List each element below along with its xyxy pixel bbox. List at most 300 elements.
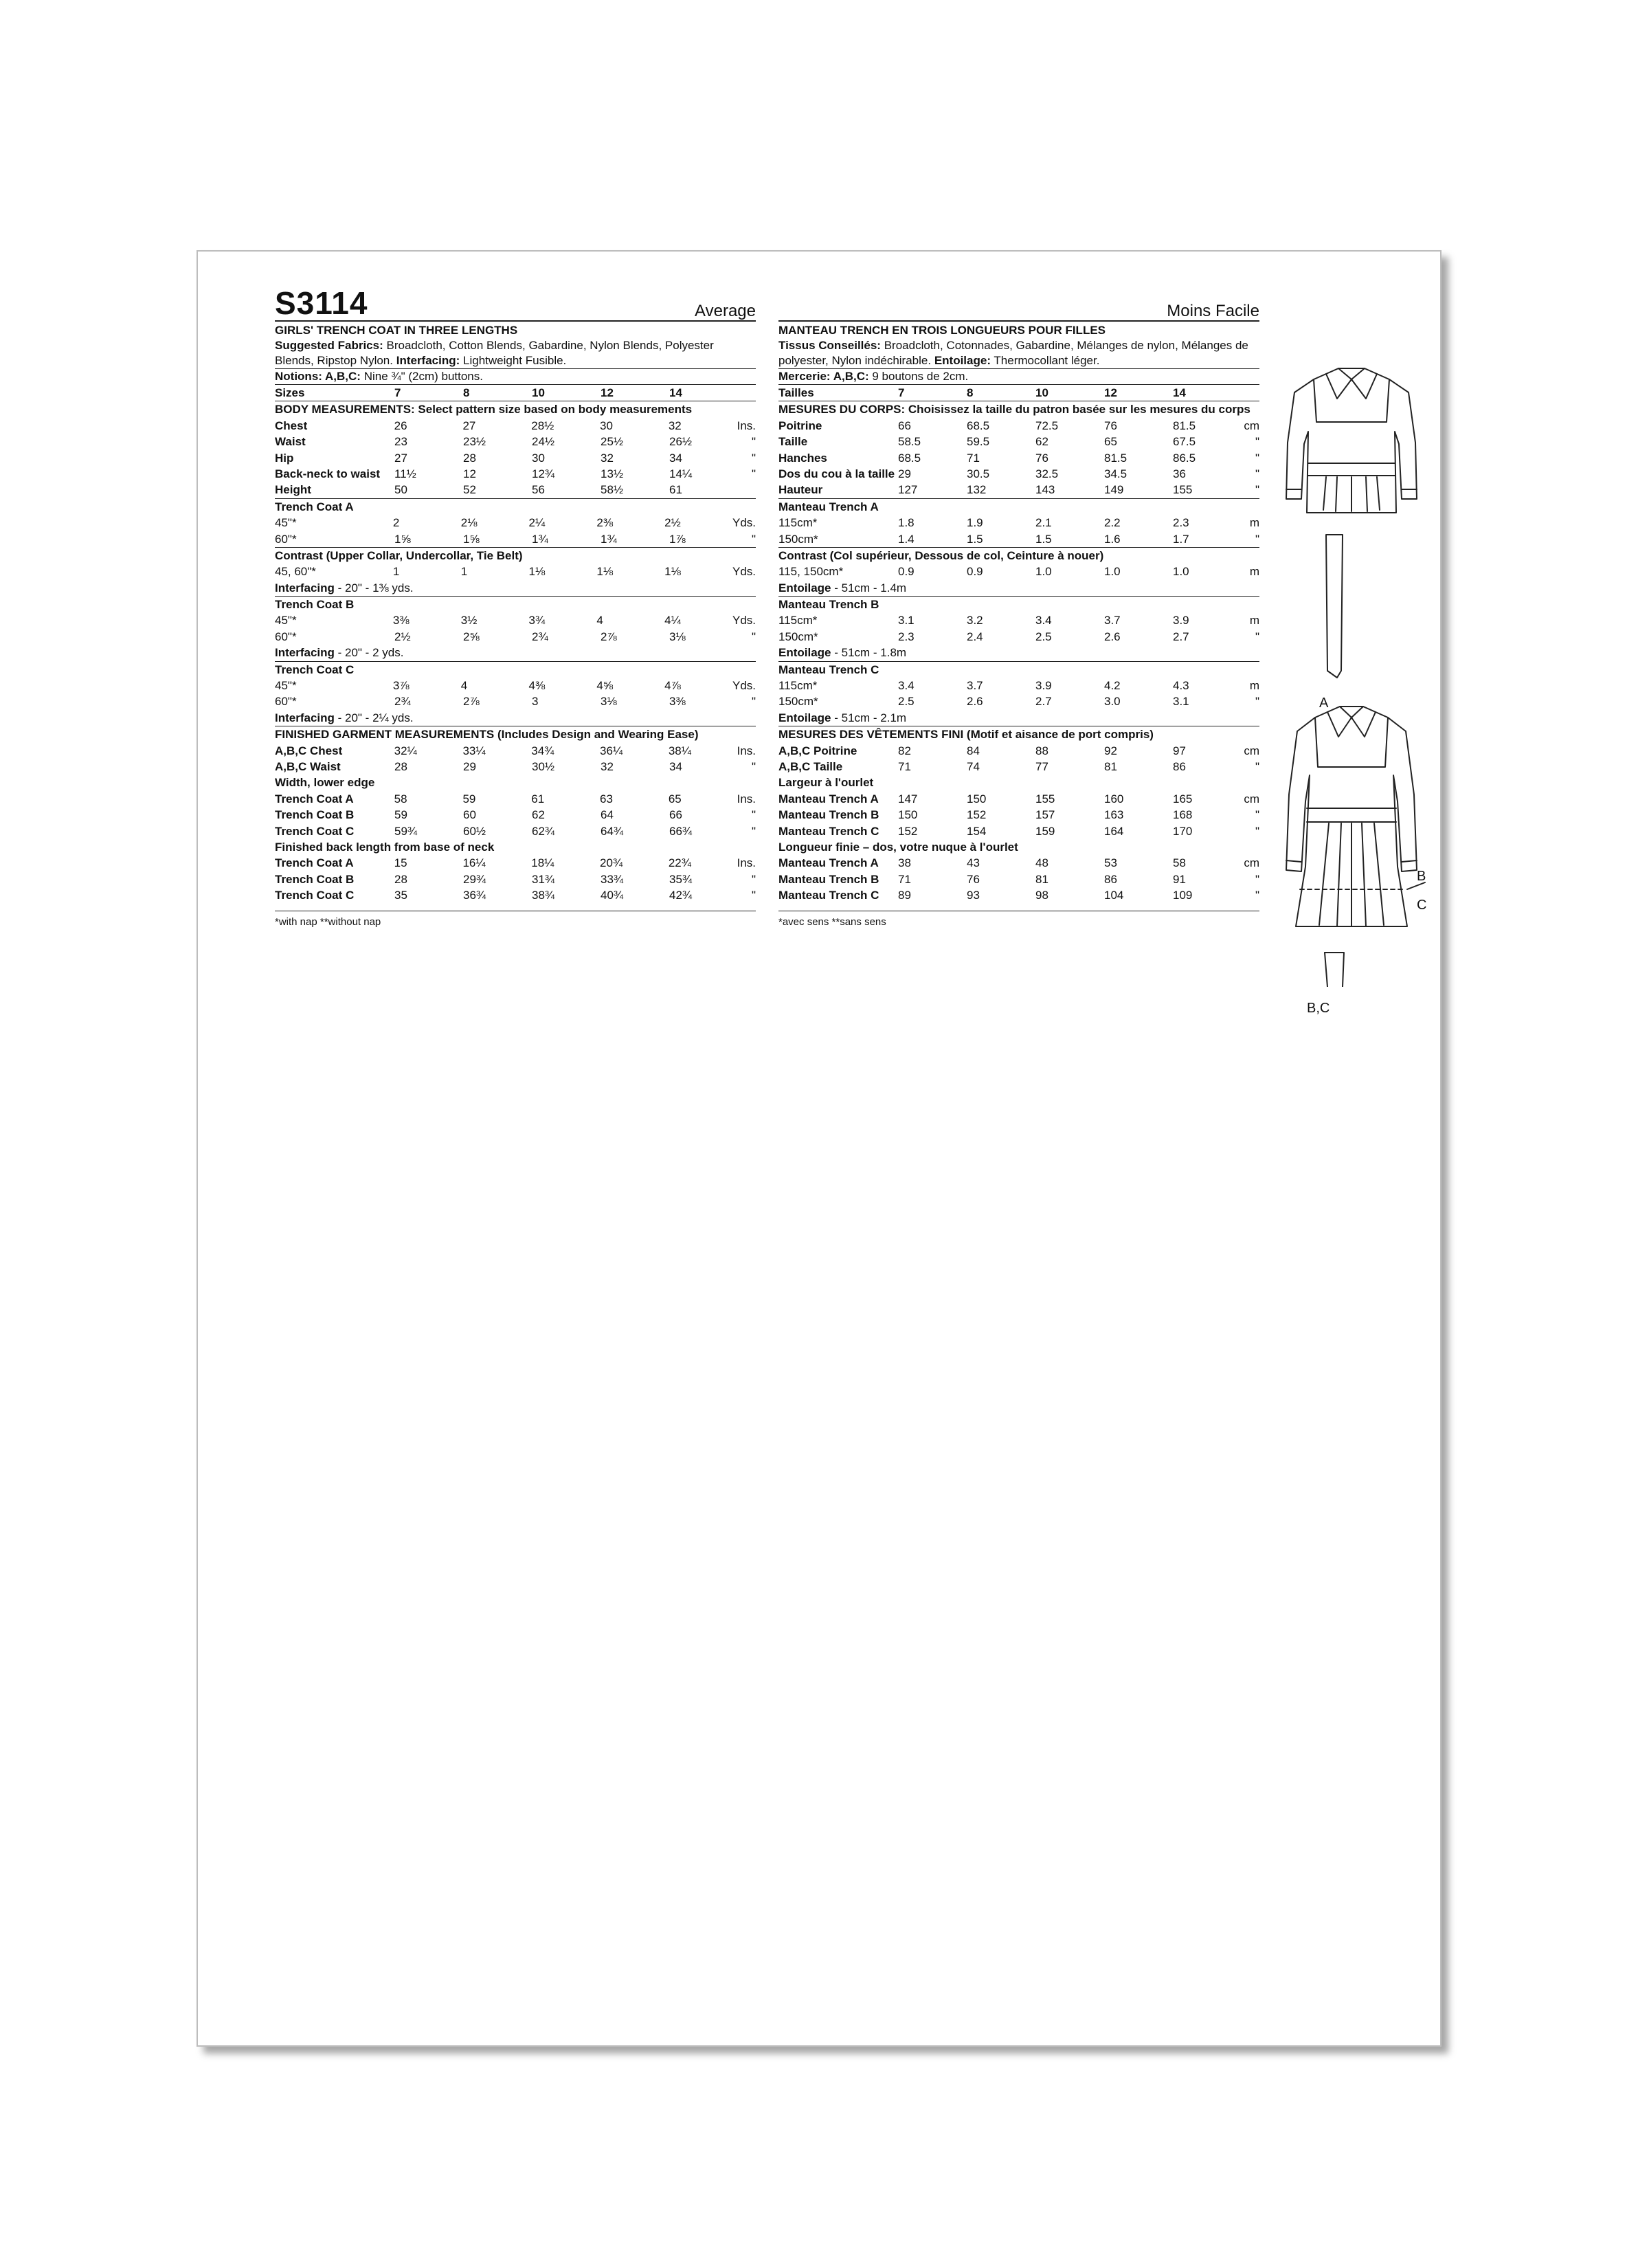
unit: ": [751, 451, 756, 465]
cell-value: 1⅞: [669, 532, 686, 546]
unit: Ins.: [737, 792, 756, 805]
unit: ": [751, 630, 756, 643]
length-row: [275, 855, 756, 871]
cell-value: 2.5: [1035, 630, 1052, 643]
unit: Yds.: [732, 614, 756, 627]
unit: ": [1255, 808, 1259, 822]
cell-value: 2.6: [967, 695, 983, 709]
row-label: 115cm*: [778, 614, 818, 627]
cell-value: 30½: [532, 759, 555, 773]
unit: [1242, 385, 1259, 401]
cell-value: 3.7: [967, 679, 983, 693]
fabrics-text: Broadcloth, Cotton Blends, Gabardine, Nylon Blends, Polyester Blends, Ripstop Nylon.: [275, 339, 714, 367]
cell-value: 82: [898, 744, 911, 757]
interfacing-text: Lightweight Fusible.: [463, 354, 567, 367]
yardage-view-header: Manteau Trench C: [778, 661, 1259, 678]
cell-value: 157: [1035, 808, 1055, 822]
cell-value: 2⅝: [463, 630, 480, 643]
cell-value: 81.5: [1104, 451, 1128, 465]
cell-value: 56: [532, 483, 545, 497]
cell-value: 58½: [601, 483, 624, 497]
fabrics-note: [778, 338, 1259, 368]
cell-value: 2.2: [1104, 516, 1121, 530]
cell-value: 3.2: [967, 614, 983, 627]
cell-value: 86: [1104, 872, 1117, 886]
cell-value: 43: [967, 856, 980, 870]
cell-value: 1.0: [1173, 565, 1189, 579]
row-label: Trench Coat C: [275, 889, 355, 902]
body-measurement-row: [778, 434, 1259, 449]
footnote: *avec sens **sans sens: [778, 911, 1259, 929]
interfacing-word: Interfacing: [275, 581, 335, 594]
cell-value: 132: [967, 483, 987, 497]
cell-value: 62: [1035, 435, 1048, 449]
cell-value: 32: [601, 451, 614, 465]
yardage-view-header: Manteau Trench A: [778, 498, 1259, 515]
unit: cm: [1244, 419, 1259, 432]
cell-value: 81: [1104, 759, 1117, 773]
cell-value: 104: [1104, 889, 1124, 902]
length-row: [778, 871, 1259, 887]
interfacing-row: [275, 645, 756, 660]
body-measurements-header: MESURES DU CORPS: Choisissez la taille du patron basée sur les mesures du corps: [778, 401, 1259, 417]
finished-measurement-row: [778, 743, 1259, 759]
cell-value: 81: [1035, 872, 1048, 886]
cell-value: 34: [669, 759, 682, 773]
row-label: Hip: [275, 451, 294, 465]
line-drawings: [1278, 355, 1429, 987]
yardage-view-header: Trench Coat B: [275, 596, 756, 612]
belt-bc-drawing: [1325, 953, 1344, 987]
unit: ": [1255, 451, 1259, 465]
yardage-view-header: Contrast (Upper Collar, Undercollar, Tie Belt): [275, 547, 756, 564]
interfacing-row: [778, 580, 1259, 596]
cell-value: 109: [1173, 889, 1193, 902]
interfacing-label: Interfacing:: [396, 354, 460, 367]
cell-value: 10: [532, 386, 545, 399]
width-row: [778, 823, 1259, 839]
cell-value: 48: [1035, 856, 1048, 870]
cell-value: 1⅛: [528, 565, 546, 579]
cell-value: 4¼: [664, 614, 681, 627]
cell-value: 32: [668, 419, 682, 432]
cell-value: 40¾: [601, 889, 624, 902]
cell-value: 36¾: [463, 889, 486, 902]
cell-value: 1: [392, 565, 400, 579]
cell-value: 61: [669, 483, 682, 497]
unit: Yds.: [732, 516, 756, 530]
cell-value: 3¾: [528, 614, 546, 627]
yardage-row: [275, 678, 756, 693]
cell-value: 38: [898, 856, 911, 870]
cell-value: 25½: [601, 435, 624, 449]
cell-value: 97: [1173, 744, 1186, 757]
unit: ": [751, 467, 756, 480]
cell-value: 27: [394, 451, 407, 465]
cell-value: 20¾: [600, 856, 623, 870]
cell-value: 98: [1035, 889, 1048, 902]
row-label: 115cm*: [778, 516, 818, 530]
cell-value: 71: [898, 872, 911, 886]
unit: cm: [1244, 744, 1259, 757]
yardage-view-header: Trench Coat A: [275, 498, 756, 515]
sizes-row: [275, 384, 756, 401]
row-label: Taille: [778, 435, 808, 449]
cell-value: 60½: [463, 824, 486, 838]
cell-value: 71: [898, 759, 911, 773]
row-label: Manteau Trench A: [778, 856, 879, 870]
pattern-title: GIRLS' TRENCH COAT IN THREE LENGTHS: [275, 320, 756, 338]
cell-value: 42¾: [669, 889, 693, 902]
cell-value: 84: [967, 744, 980, 757]
cell-value: 34¾: [531, 744, 554, 757]
notions-text: Nine ¾" (2cm) buttons.: [363, 370, 483, 383]
cell-value: 33¾: [601, 872, 624, 886]
row-label: A,B,C Poitrine: [778, 744, 857, 757]
cell-value: 155: [1173, 483, 1193, 497]
unit: ": [1255, 483, 1259, 497]
cell-value: 14: [669, 386, 682, 399]
cell-value: 32¼: [394, 744, 417, 757]
cell-value: 71: [967, 451, 980, 465]
difficulty-level: Average: [695, 302, 756, 320]
cell-value: 1.0: [1035, 565, 1052, 579]
cell-value: 72.5: [1035, 419, 1059, 432]
width-header: Largeur à l'ourlet: [778, 776, 874, 790]
cell-value: 28½: [531, 419, 554, 432]
cell-value: 58: [1173, 856, 1186, 870]
cell-value: 1⅛: [596, 565, 613, 579]
cell-value: 86.5: [1173, 451, 1196, 465]
cell-value: 2¼: [528, 516, 546, 530]
row-label: Poitrine: [778, 419, 822, 432]
cell-value: 33¼: [462, 744, 486, 757]
cell-value: 88: [1035, 744, 1048, 757]
width-row: [778, 791, 1259, 807]
cell-value: 3.9: [1173, 614, 1189, 627]
cell-value: 10: [1035, 386, 1048, 399]
row-label: Hanches: [778, 451, 827, 465]
cell-value: 93: [967, 889, 980, 902]
cell-value: 91: [1173, 872, 1186, 886]
yardage-row: [275, 693, 756, 709]
cell-value: 52: [463, 483, 476, 497]
cell-value: 58: [394, 792, 407, 805]
interfacing-row: [778, 645, 1259, 660]
row-label: Manteau Trench B: [778, 872, 879, 886]
cell-value: 31¾: [532, 872, 555, 886]
cell-value: 34: [669, 451, 682, 465]
interfacing-row: [275, 710, 756, 726]
interfacing-word: Interfacing: [275, 711, 335, 724]
cell-value: 4: [596, 614, 603, 627]
cell-value: 2.7: [1035, 695, 1052, 709]
cell-value: 2¾: [394, 695, 411, 709]
cell-value: 59¾: [394, 824, 418, 838]
cell-value: 14¼: [669, 467, 693, 480]
cell-value: 2.7: [1173, 630, 1189, 643]
cell-value: 143: [1035, 483, 1055, 497]
cell-value: 66: [898, 419, 911, 432]
cell-value: 160: [1104, 792, 1124, 805]
cell-value: 3⅛: [601, 695, 617, 709]
unit: m: [1249, 516, 1259, 530]
yardage-view-header: Manteau Trench B: [778, 596, 1259, 612]
cell-value: 61: [531, 792, 545, 805]
cell-value: 7: [394, 386, 401, 399]
cell-value: 3.1: [1173, 695, 1189, 709]
interfacing-word: Entoilage: [778, 711, 831, 724]
cell-value: 2.1: [1035, 516, 1052, 530]
fabrics-label: Tissus Conseillés:: [778, 339, 881, 352]
cell-value: 4⅞: [664, 679, 681, 693]
cell-value: 1.5: [1035, 532, 1052, 546]
cell-value: 29¾: [463, 872, 486, 886]
yardage-row: [275, 564, 756, 579]
cell-value: 18¼: [531, 856, 554, 870]
cell-value: 29: [898, 467, 911, 480]
width-header: Width, lower edge: [275, 776, 375, 790]
header: [778, 286, 1259, 320]
width-row: [778, 807, 1259, 823]
row-label: A,B,C Chest: [275, 744, 343, 757]
cell-value: 26½: [669, 435, 693, 449]
yardage-row: [778, 693, 1259, 709]
cell-value: 2.5: [898, 695, 915, 709]
unit: ": [1255, 759, 1259, 773]
cell-value: 59.5: [967, 435, 990, 449]
measurement-table: [275, 384, 756, 904]
notions-note: [275, 368, 756, 384]
fabrics-note: [275, 338, 756, 368]
cell-value: 29: [463, 759, 476, 773]
cell-value: 15: [394, 856, 407, 870]
cell-value: 159: [1035, 824, 1055, 838]
yardage-row: [275, 629, 756, 645]
unit: ": [1255, 532, 1259, 546]
unit: m: [1249, 614, 1259, 627]
cell-value: 12: [1104, 386, 1117, 399]
unit: Ins.: [737, 856, 756, 870]
length-row: [275, 887, 756, 903]
belt-a-drawing: [1326, 535, 1343, 678]
notions-label: Mercerie: A,B,C:: [778, 370, 869, 383]
interfacing-word: Entoilage: [778, 646, 831, 660]
width-row: [275, 791, 756, 807]
body-measurement-row: [778, 482, 1259, 498]
unit: m: [1249, 679, 1259, 693]
interfacing-amount: - 20" - 1⅜ yds.: [334, 581, 414, 594]
cell-value: 68.5: [898, 451, 921, 465]
cell-value: 155: [1035, 792, 1055, 805]
cell-value: 1¾: [532, 532, 548, 546]
cell-value: 59: [462, 792, 476, 805]
cell-value: 66: [669, 808, 682, 822]
interfacing-row: [275, 580, 756, 596]
finished-measurements-header: FINISHED GARMENT MEASUREMENTS (Includes Design and Wearing Ease): [275, 726, 756, 742]
finished-measurement-row: [275, 743, 756, 759]
interfacing-amount: - 20" - 2¼ yds.: [334, 711, 414, 724]
view-bc-back-drawing: [1286, 707, 1417, 926]
cell-value: 67.5: [1173, 435, 1196, 449]
row-label: Trench Coat C: [275, 824, 355, 838]
cell-value: 163: [1104, 808, 1124, 822]
cell-value: 1¾: [601, 532, 617, 546]
cell-value: 2.6: [1104, 630, 1121, 643]
body-measurement-row: [778, 450, 1259, 466]
cell-value: 66¾: [669, 824, 693, 838]
footnote: *with nap **without nap: [275, 911, 756, 929]
cell-value: 89: [898, 889, 911, 902]
interfacing-row: [778, 710, 1259, 726]
fabrics-label: Suggested Fabrics:: [275, 339, 383, 352]
row-label: Manteau Trench B: [778, 808, 879, 822]
yardage-row: [275, 515, 756, 531]
cell-value: 3.4: [1035, 614, 1052, 627]
cell-value: 150: [967, 792, 987, 805]
cell-value: 4⅝: [596, 679, 613, 693]
yardage-row: [275, 612, 756, 628]
cell-value: 65: [1104, 435, 1117, 449]
cell-value: 76: [1104, 419, 1117, 432]
finished-measurement-row: [778, 759, 1259, 775]
cell-value: 1.0: [1104, 565, 1121, 579]
yardage-view-header: Trench Coat C: [275, 661, 756, 678]
cell-value: 1.6: [1104, 532, 1121, 546]
unit: ": [751, 435, 756, 449]
cell-value: 152: [967, 808, 987, 822]
interfacing-amount: - 20" - 2 yds.: [334, 646, 404, 660]
cell-value: 34.5: [1104, 467, 1128, 480]
cell-value: 154: [967, 824, 987, 838]
unit: ": [1255, 889, 1259, 902]
cell-value: 26: [394, 419, 407, 432]
cell-value: 1: [460, 565, 468, 579]
cell-value: 28: [463, 451, 476, 465]
row-label: 60"*: [275, 532, 297, 546]
body-measurement-row: [275, 482, 756, 498]
difficulty-level: Moins Facile: [1167, 302, 1259, 320]
english-column: [275, 286, 756, 929]
row-label: Sizes: [275, 386, 305, 399]
cell-value: 22¾: [668, 856, 691, 870]
row-label: A,B,C Waist: [275, 759, 341, 773]
cell-value: 1.8: [898, 516, 915, 530]
unit: ": [751, 759, 756, 773]
cell-value: 3.7: [1104, 614, 1121, 627]
row-label: Manteau Trench C: [778, 824, 879, 838]
cell-value: 147: [898, 792, 918, 805]
length-row: [778, 855, 1259, 871]
unit: ": [751, 889, 756, 902]
cell-value: 3⅜: [669, 695, 686, 709]
cell-value: 50: [394, 483, 407, 497]
pattern-title: MANTEAU TRENCH EN TROIS LONGUEURS POUR FILLES: [778, 320, 1259, 338]
cell-value: 150: [898, 808, 918, 822]
cell-value: 81.5: [1173, 419, 1196, 432]
cell-value: 2.4: [967, 630, 983, 643]
cell-value: 1.7: [1173, 532, 1189, 546]
cell-value: 0.9: [898, 565, 915, 579]
cell-value: 1.5: [967, 532, 983, 546]
cell-value: 8: [463, 386, 470, 399]
cell-value: 74: [967, 759, 980, 773]
view-bc-label: B,C: [1307, 1001, 1330, 1016]
cell-value: 2¾: [532, 630, 548, 643]
cell-value: 3.4: [898, 679, 915, 693]
view-b-label: B: [1417, 869, 1426, 884]
row-label: Manteau Trench C: [778, 889, 879, 902]
cell-value: 2.3: [1173, 516, 1189, 530]
cell-value: 149: [1104, 483, 1124, 497]
view-a-back-drawing: [1286, 368, 1417, 513]
cell-value: 3.1: [898, 614, 915, 627]
row-label: Trench Coat A: [275, 792, 354, 805]
interfacing-label: Entoilage:: [934, 354, 991, 367]
cell-value: 2: [392, 516, 400, 530]
cell-value: 2⅞: [463, 695, 480, 709]
unit: Ins.: [737, 744, 756, 757]
cell-value: 24½: [532, 435, 555, 449]
notions-note: [778, 368, 1259, 384]
cell-value: 12: [601, 386, 614, 399]
cell-value: 4: [460, 679, 468, 693]
row-label: Trench Coat B: [275, 808, 355, 822]
cell-value: 28: [394, 759, 407, 773]
cell-value: 30: [600, 419, 613, 432]
yardage-row: [778, 612, 1259, 628]
cell-value: 1⅛: [664, 565, 681, 579]
cell-value: 3⅛: [669, 630, 686, 643]
row-label: 115cm*: [778, 679, 818, 693]
unit: Yds.: [732, 679, 756, 693]
cell-value: 1⅝: [394, 532, 411, 546]
body-measurement-row: [778, 466, 1259, 482]
cell-value: 0.9: [967, 565, 983, 579]
row-label: Tailles: [778, 386, 814, 399]
measurement-table: [778, 384, 1259, 904]
row-label: 60"*: [275, 630, 297, 643]
interfacing-word: Interfacing: [275, 646, 335, 660]
cell-value: 16¼: [462, 856, 486, 870]
length-header: Finished back length from base of neck: [275, 840, 495, 854]
row-label: 150cm*: [778, 532, 818, 546]
yardage-row: [778, 678, 1259, 693]
cell-value: 1.9: [967, 516, 983, 530]
cell-value: 4⅜: [528, 679, 546, 693]
interfacing-amount: - 51cm - 1.8m: [831, 646, 907, 660]
cell-value: 165: [1173, 792, 1193, 805]
cell-value: 7: [898, 386, 905, 399]
unit: ": [751, 808, 756, 822]
row-label: 45, 60"*: [275, 565, 316, 579]
row-label: Height: [275, 483, 311, 497]
cell-value: 23: [394, 435, 407, 449]
row-label: 45"*: [275, 614, 297, 627]
cell-value: 58.5: [898, 435, 921, 449]
finished-measurements-header: MESURES DES VÊTEMENTS FINI (Motif et aisance de port compris): [778, 726, 1259, 742]
finished-measurement-row: [275, 759, 756, 775]
unit: ": [1255, 695, 1259, 709]
row-label: 60"*: [275, 695, 297, 709]
cell-value: 59: [394, 808, 407, 822]
body-measurements-header: BODY MEASUREMENTS: Select pattern size based on body measurements: [275, 401, 756, 417]
unit: ": [1255, 824, 1259, 838]
interfacing-amount: - 51cm - 2.1m: [831, 711, 907, 724]
cell-value: 3⅜: [392, 614, 410, 627]
pattern-envelope-back: [197, 250, 1442, 2047]
row-label: Trench Coat B: [275, 872, 355, 886]
